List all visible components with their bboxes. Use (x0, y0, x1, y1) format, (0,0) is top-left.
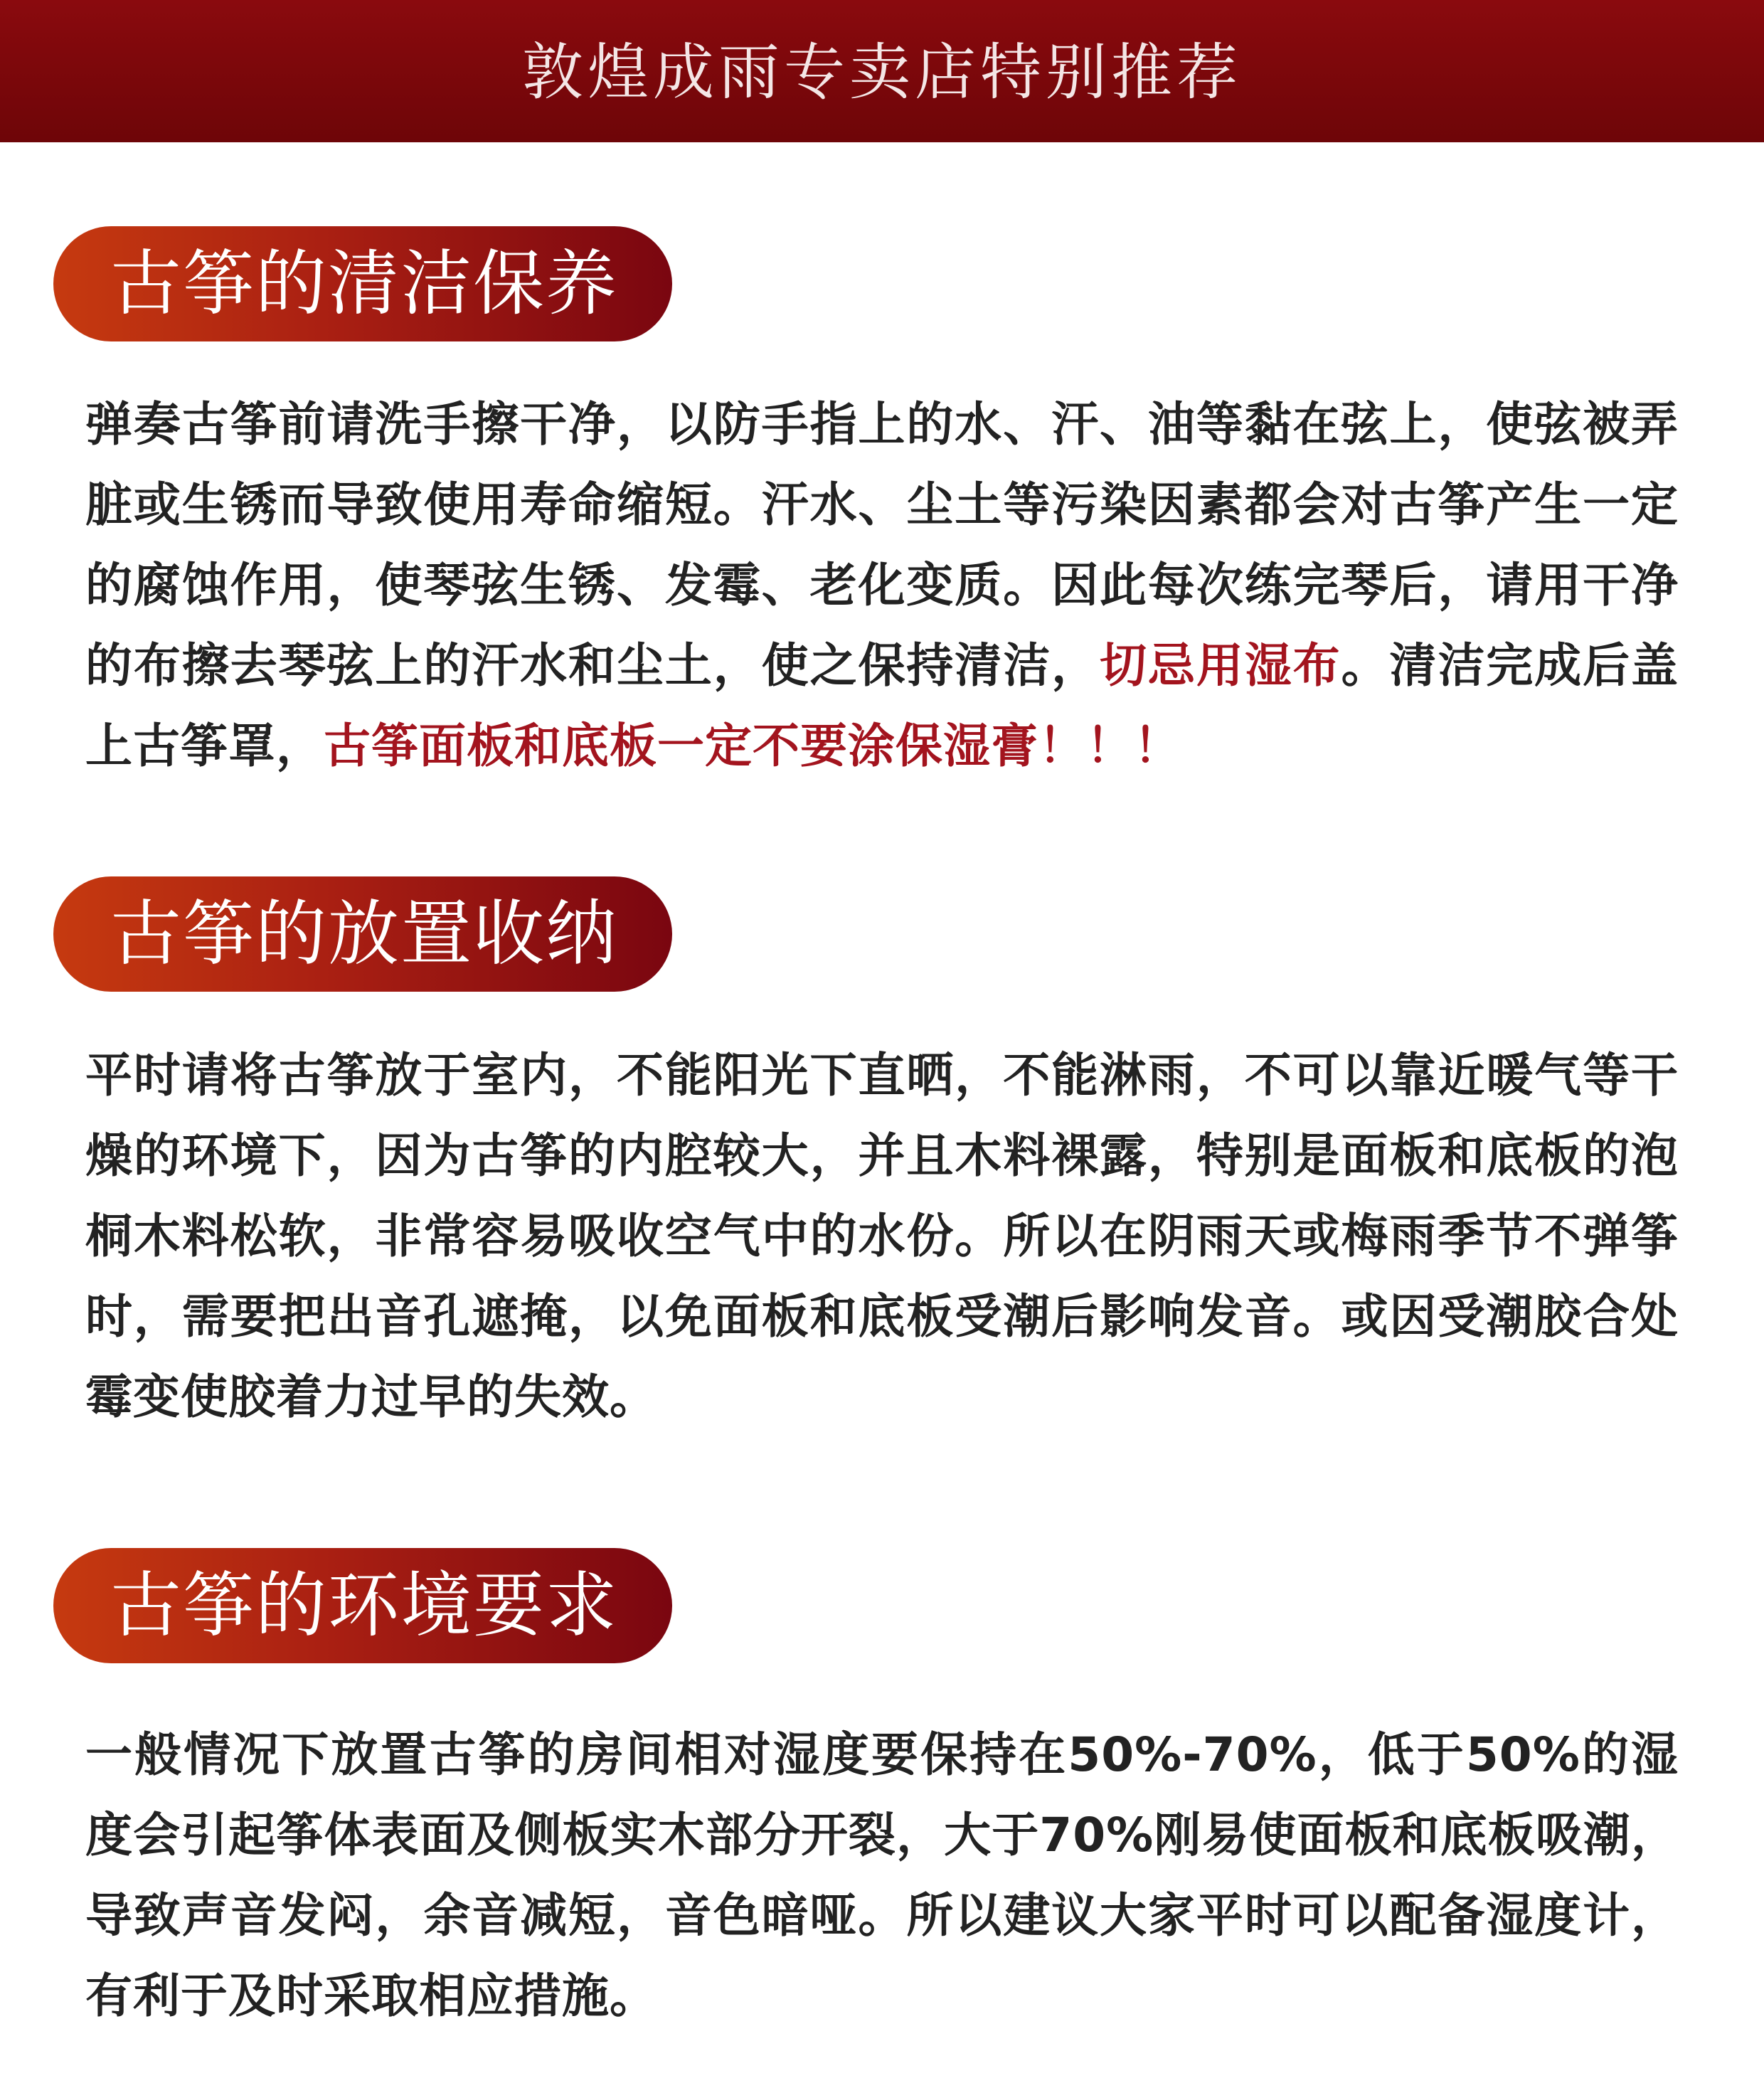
page-header (0, 0, 1764, 142)
section-title-cleaning: 古筝的清洁保养 (53, 226, 672, 341)
body-text: 平时请将古筝放于室内，不能阳光下直晒，不能淋雨，不可以靠近暖气等干燥的环境下，因为古筝的内腔较大，并且木料裸露，特别是面板和底板的泡桐木料松软，非常容易吸收空气中的水份。所以在阴雨天或梅雨季节不弹筝时，需要把出音孔遮掩，以免面板和底板受潮后影响发音。或因受潮胶合处霉变使胶着力过早的失效。 (85, 1048, 1679, 1424)
body-text: 弹奏古筝前请洗手擦干净，以防手指上的水、汗、油等黏在弦上，使弦被弄脏或生锈而导致使用寿命缩短。汗水、尘土等污染因素都会对古筝产生一定的腐蚀作用，使琴弦生锈、发霉、老化变质。因此每次练完琴后，请用干净的布擦去琴弦上的汗水和尘土，使之保持清洁， (85, 397, 1679, 693)
body-text: 一般情况下放置古筝的房间相对湿度要保持在50%-70%，低于50%的湿度会引起筝体表面及侧板实木部分开裂，大于70%刚易使面板和底板吸潮，导致声音发闷，余音减短，音色暗哑。所以建议大家平时可以配备湿度计，有利于及时采取相应措施。 (85, 1727, 1679, 2023)
highlight-warning-text: 古筝面板和底板一定不要涂保湿膏！！！ (324, 719, 1181, 773)
section-body-storage (85, 1035, 1679, 1437)
section-body-environment (85, 1714, 1679, 2036)
section-title-environment: 古筝的环境要求 (53, 1548, 672, 1663)
highlight-text: 切忌用湿布 (1100, 638, 1341, 693)
section-body-cleaning (85, 384, 1679, 786)
section-title-storage: 古筝的放置收纳 (53, 876, 672, 992)
body-text: 。清洁完成后盖上古筝罩， (85, 638, 1679, 773)
page-title: 敦煌成雨专卖店特别推荐 (522, 37, 1242, 108)
